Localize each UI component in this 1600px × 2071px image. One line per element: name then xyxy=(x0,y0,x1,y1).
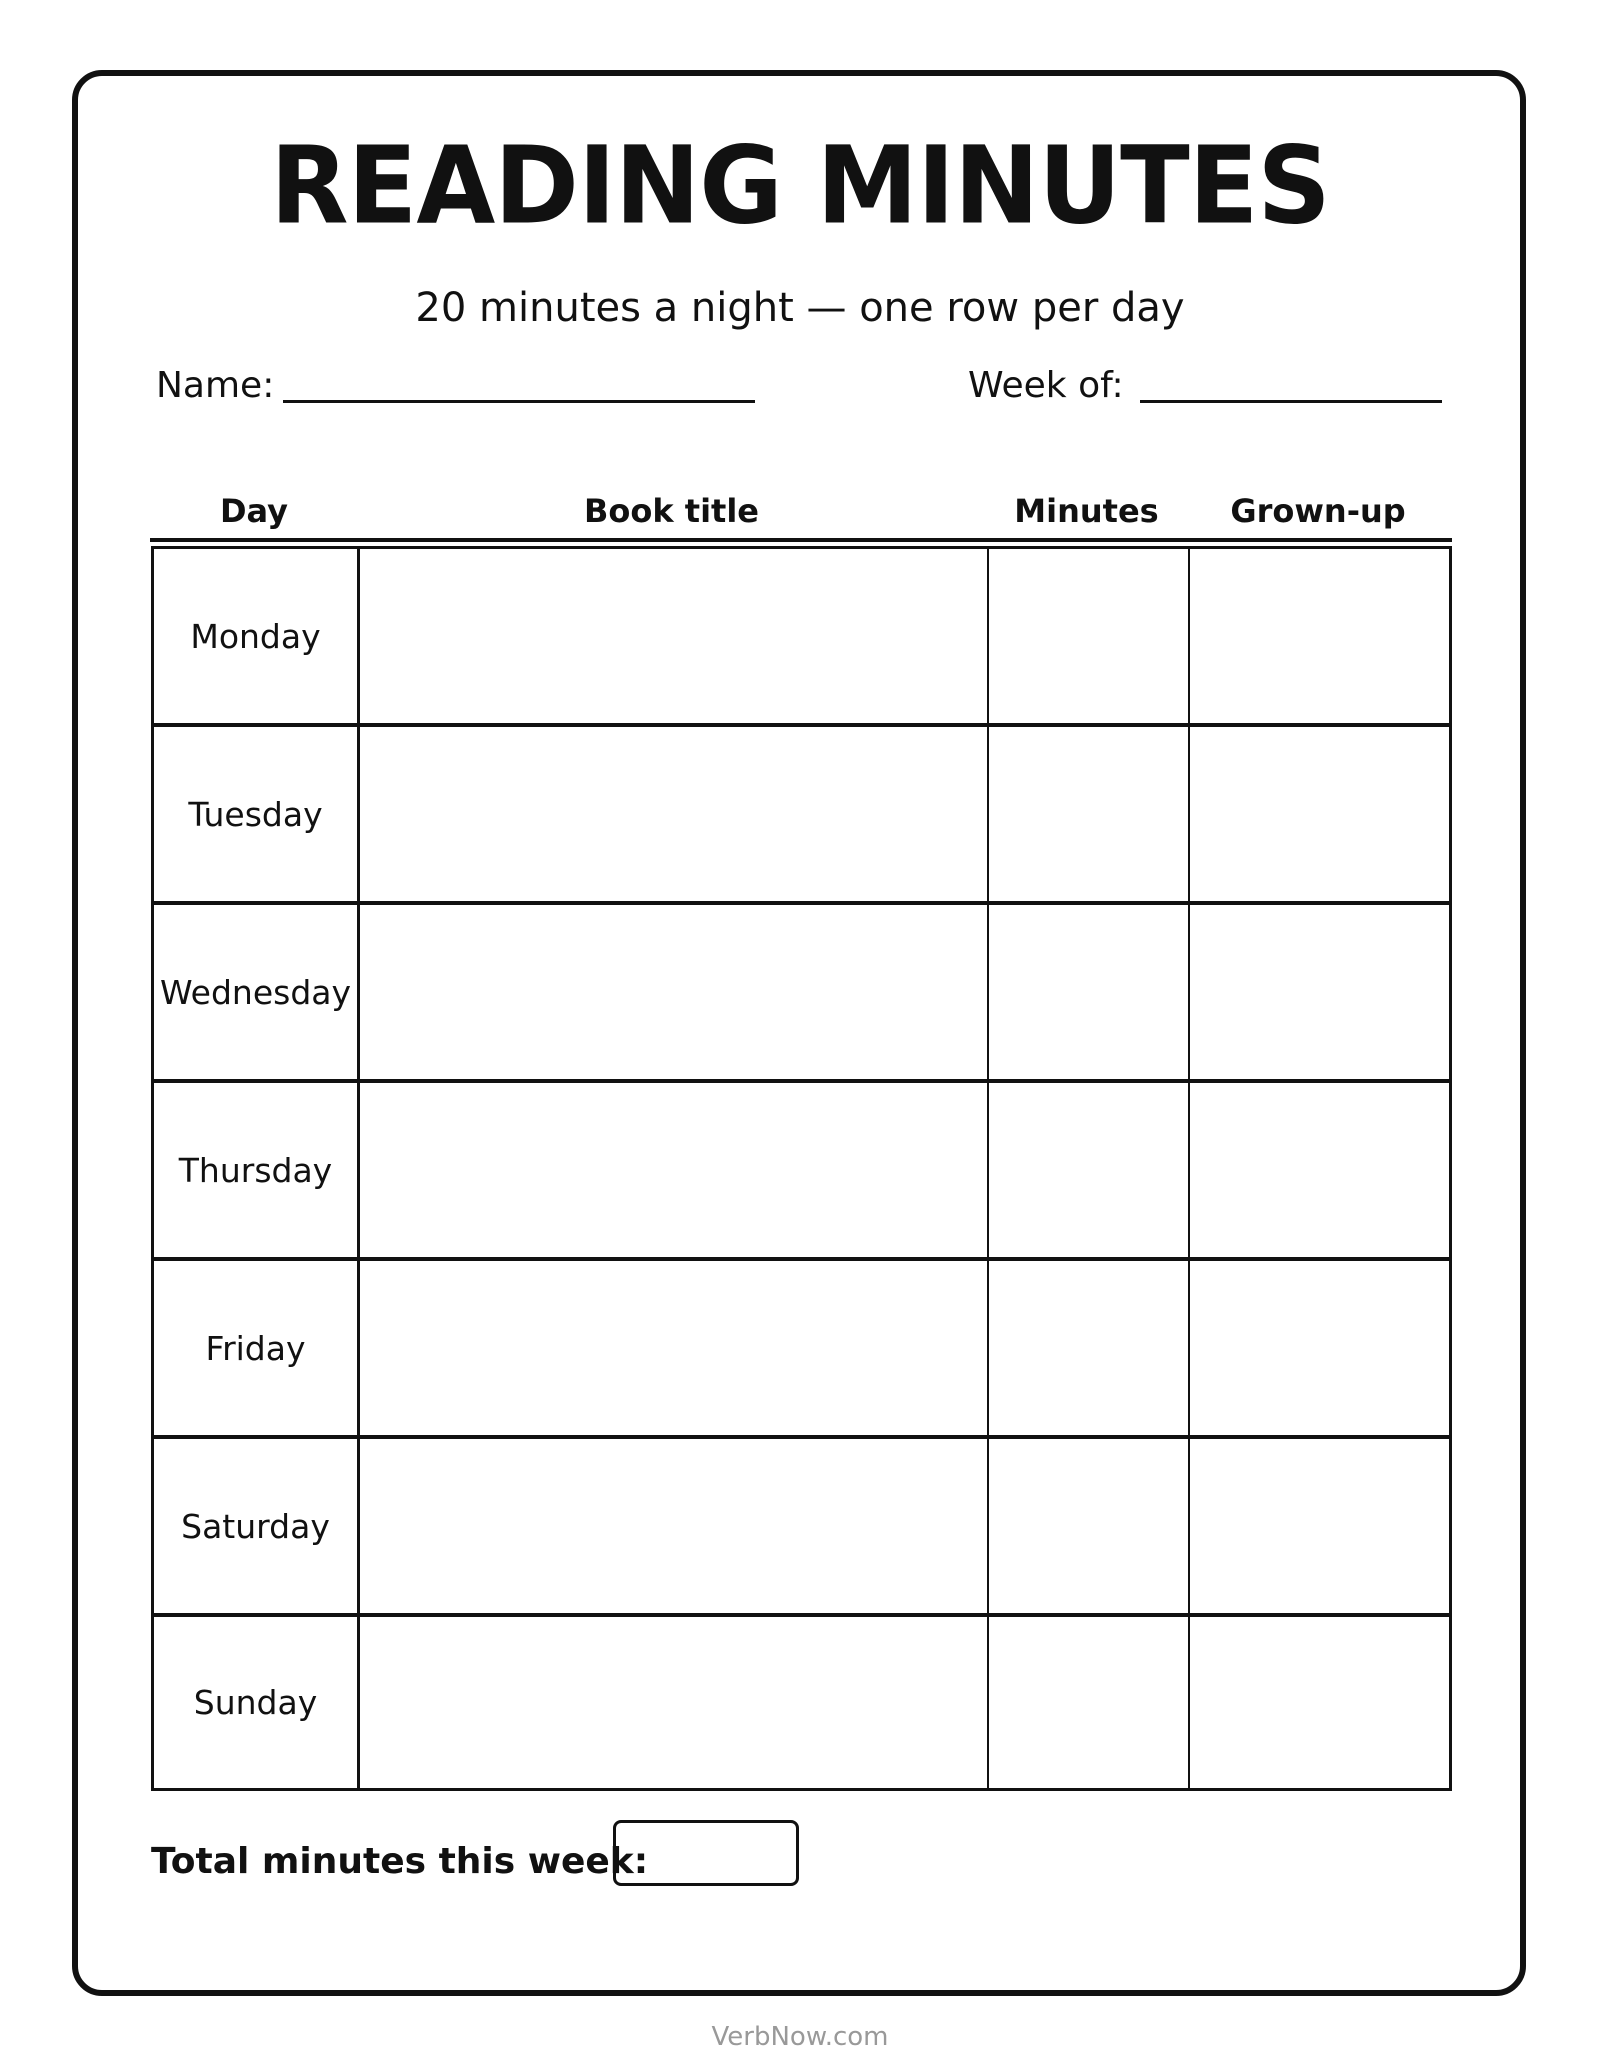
name-field[interactable] xyxy=(283,400,755,403)
grown-up-cell[interactable] xyxy=(1190,1439,1449,1613)
grown-up-cell[interactable] xyxy=(1190,727,1449,901)
day-cell: Monday xyxy=(154,549,360,723)
page-subtitle: 20 minutes a night — one row per day xyxy=(415,285,1185,331)
page-title: READING MINUTES xyxy=(270,124,1330,249)
column-header-book-title: Book title xyxy=(583,492,759,530)
book-title-cell[interactable] xyxy=(360,549,989,723)
book-title-cell[interactable] xyxy=(360,1083,989,1257)
grown-up-cell[interactable] xyxy=(1190,905,1449,1079)
grown-up-cell[interactable] xyxy=(1190,549,1449,723)
total-minutes-label: Total minutes this week: xyxy=(151,1841,649,1882)
table-row xyxy=(154,1439,1449,1617)
minutes-cell[interactable] xyxy=(989,1617,1190,1788)
table-row xyxy=(154,1617,1449,1788)
header-rule xyxy=(150,538,1452,542)
day-cell: Thursday xyxy=(154,1083,360,1257)
day-cell: Friday xyxy=(154,1261,360,1435)
total-minutes-box[interactable] xyxy=(613,1820,799,1886)
name-label: Name: xyxy=(156,365,275,406)
minutes-cell[interactable] xyxy=(989,727,1190,901)
week-of-label: Week of: xyxy=(968,365,1124,406)
week-of-field[interactable] xyxy=(1140,400,1442,403)
grown-up-cell[interactable] xyxy=(1190,1617,1449,1788)
table-row xyxy=(154,1261,1449,1439)
table-row xyxy=(154,549,1449,727)
minutes-cell[interactable] xyxy=(989,1439,1190,1613)
minutes-cell[interactable] xyxy=(989,549,1190,723)
book-title-cell[interactable] xyxy=(360,905,989,1079)
grown-up-cell[interactable] xyxy=(1190,1261,1449,1435)
column-header-grown-up: Grown-up xyxy=(1230,492,1406,530)
book-title-cell[interactable] xyxy=(360,1261,989,1435)
table-row xyxy=(154,1083,1449,1261)
minutes-cell[interactable] xyxy=(989,905,1190,1079)
day-cell: Wednesday xyxy=(154,905,360,1079)
table-row xyxy=(154,905,1449,1083)
minutes-cell[interactable] xyxy=(989,1083,1190,1257)
book-title-cell[interactable] xyxy=(360,1617,989,1788)
book-title-cell[interactable] xyxy=(360,727,989,901)
reading-log-table xyxy=(151,546,1452,1791)
column-header-minutes: Minutes xyxy=(1014,492,1159,530)
footer-watermark: VerbNow.com xyxy=(711,2022,889,2052)
day-cell: Tuesday xyxy=(154,727,360,901)
column-header-day: Day xyxy=(219,492,289,530)
day-cell: Saturday xyxy=(154,1439,360,1613)
grown-up-cell[interactable] xyxy=(1190,1083,1449,1257)
day-cell: Sunday xyxy=(154,1617,360,1788)
minutes-cell[interactable] xyxy=(989,1261,1190,1435)
book-title-cell[interactable] xyxy=(360,1439,989,1613)
table-row xyxy=(154,727,1449,905)
